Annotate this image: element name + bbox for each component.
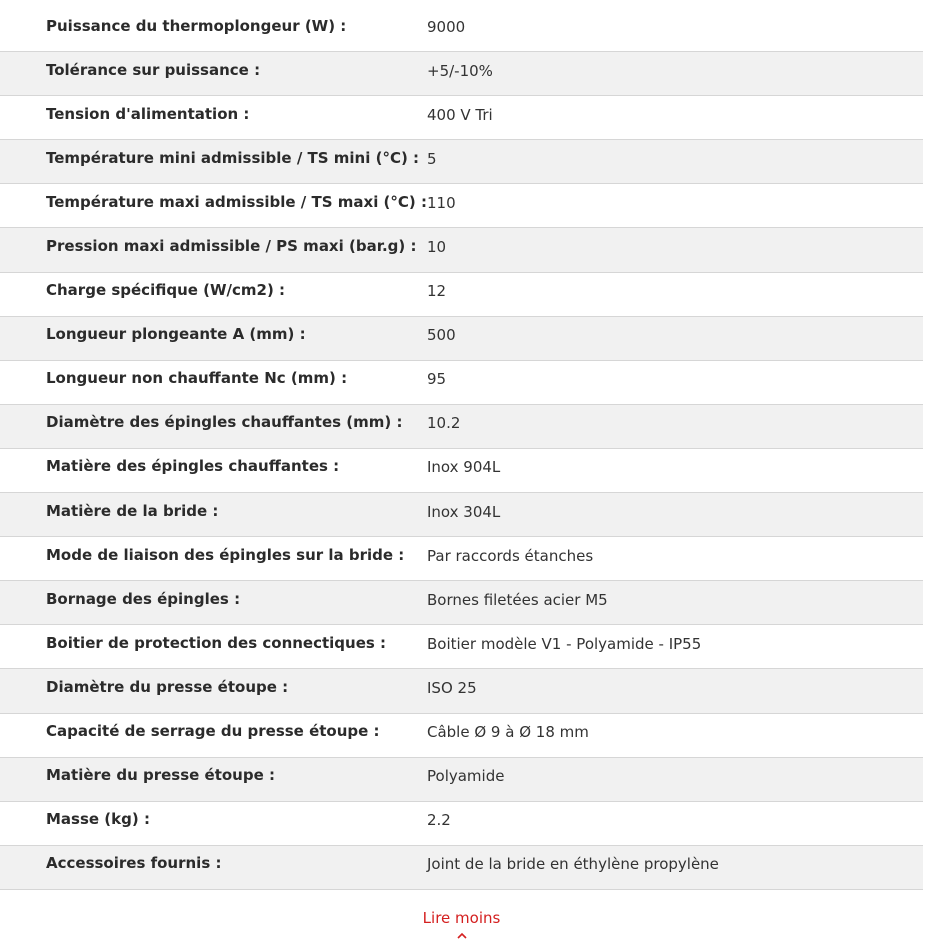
spec-label: Température maxi admissible / TS maxi (°C) : (46, 192, 427, 211)
spec-label: Masse (kg) : (46, 810, 150, 829)
spec-label: Matière des épingles chauffantes : (46, 457, 340, 476)
spec-row (0, 669, 923, 713)
spec-row (0, 96, 923, 140)
spec-table (0, 8, 923, 890)
spec-label: Longueur plongeante A (mm) : (46, 325, 306, 344)
spec-row (0, 184, 923, 228)
spec-row (0, 449, 923, 493)
spec-label: Pression maxi admissible / PS maxi (bar.g) : (46, 237, 417, 256)
spec-label: Boitier de protection des connectiques : (46, 633, 387, 652)
spec-label: Température mini admissible / TS mini (°C) : (46, 148, 420, 167)
spec-value: Câble Ø 9 à Ø 18 mm (427, 723, 589, 742)
spec-value: 110 (427, 193, 456, 212)
spec-value: Boitier modèle V1 - Polyamide - IP55 (427, 634, 702, 653)
spec-value: +5/-10% (427, 61, 493, 80)
spec-row (0, 140, 923, 184)
spec-value: Par raccords étanches (427, 546, 594, 565)
spec-label: Capacité de serrage du presse étoupe : (46, 722, 380, 741)
spec-label: Charge spécifique (W/cm2) : (46, 281, 286, 300)
spec-row (0, 228, 923, 272)
spec-value: 9000 (427, 17, 466, 36)
spec-row (0, 537, 923, 581)
spec-row (0, 581, 923, 625)
spec-value: 5 (427, 149, 437, 168)
spec-row (0, 8, 923, 52)
spec-label: Bornage des épingles : (46, 589, 241, 608)
spec-value: 12 (427, 282, 447, 301)
spec-label: Accessoires fournis : (46, 854, 222, 873)
spec-row (0, 802, 923, 846)
read-less-link[interactable] (0, 909, 923, 941)
read-less-label: Lire moins (422, 909, 501, 927)
spec-label: Matière du presse étoupe : (46, 766, 275, 785)
spec-row (0, 625, 923, 669)
spec-row (0, 317, 923, 361)
spec-value: 2.2 (427, 811, 451, 830)
chevron-up-icon (457, 931, 467, 941)
spec-value: 400 V Tri (427, 105, 493, 124)
spec-row (0, 361, 923, 405)
spec-row (0, 273, 923, 317)
spec-row (0, 52, 923, 96)
spec-value: Inox 904L (427, 458, 501, 477)
spec-label: Tension d'alimentation : (46, 104, 250, 123)
spec-value: 10 (427, 238, 447, 257)
spec-label: Diamètre du presse étoupe : (46, 677, 289, 696)
spec-label: Matière de la bride : (46, 501, 219, 520)
spec-value: Inox 304L (427, 502, 501, 521)
spec-row (0, 493, 923, 537)
spec-value: 10.2 (427, 414, 461, 433)
spec-row (0, 714, 923, 758)
spec-value: Bornes filetées acier M5 (427, 590, 608, 609)
spec-row (0, 758, 923, 802)
spec-value: 95 (427, 370, 447, 389)
spec-row (0, 846, 923, 890)
spec-value: Polyamide (427, 767, 505, 786)
spec-label: Puissance du thermoplongeur (W) : (46, 16, 347, 35)
spec-label: Diamètre des épingles chauffantes (mm) : (46, 413, 403, 432)
spec-label: Mode de liaison des épingles sur la bride : (46, 545, 405, 564)
spec-value: Joint de la bride en éthylène propylène (427, 855, 719, 874)
spec-label: Longueur non chauffante Nc (mm) : (46, 369, 348, 388)
spec-value: 500 (427, 326, 456, 345)
spec-value: ISO 25 (427, 678, 477, 697)
spec-label: Tolérance sur puissance : (46, 60, 261, 79)
spec-row (0, 405, 923, 449)
